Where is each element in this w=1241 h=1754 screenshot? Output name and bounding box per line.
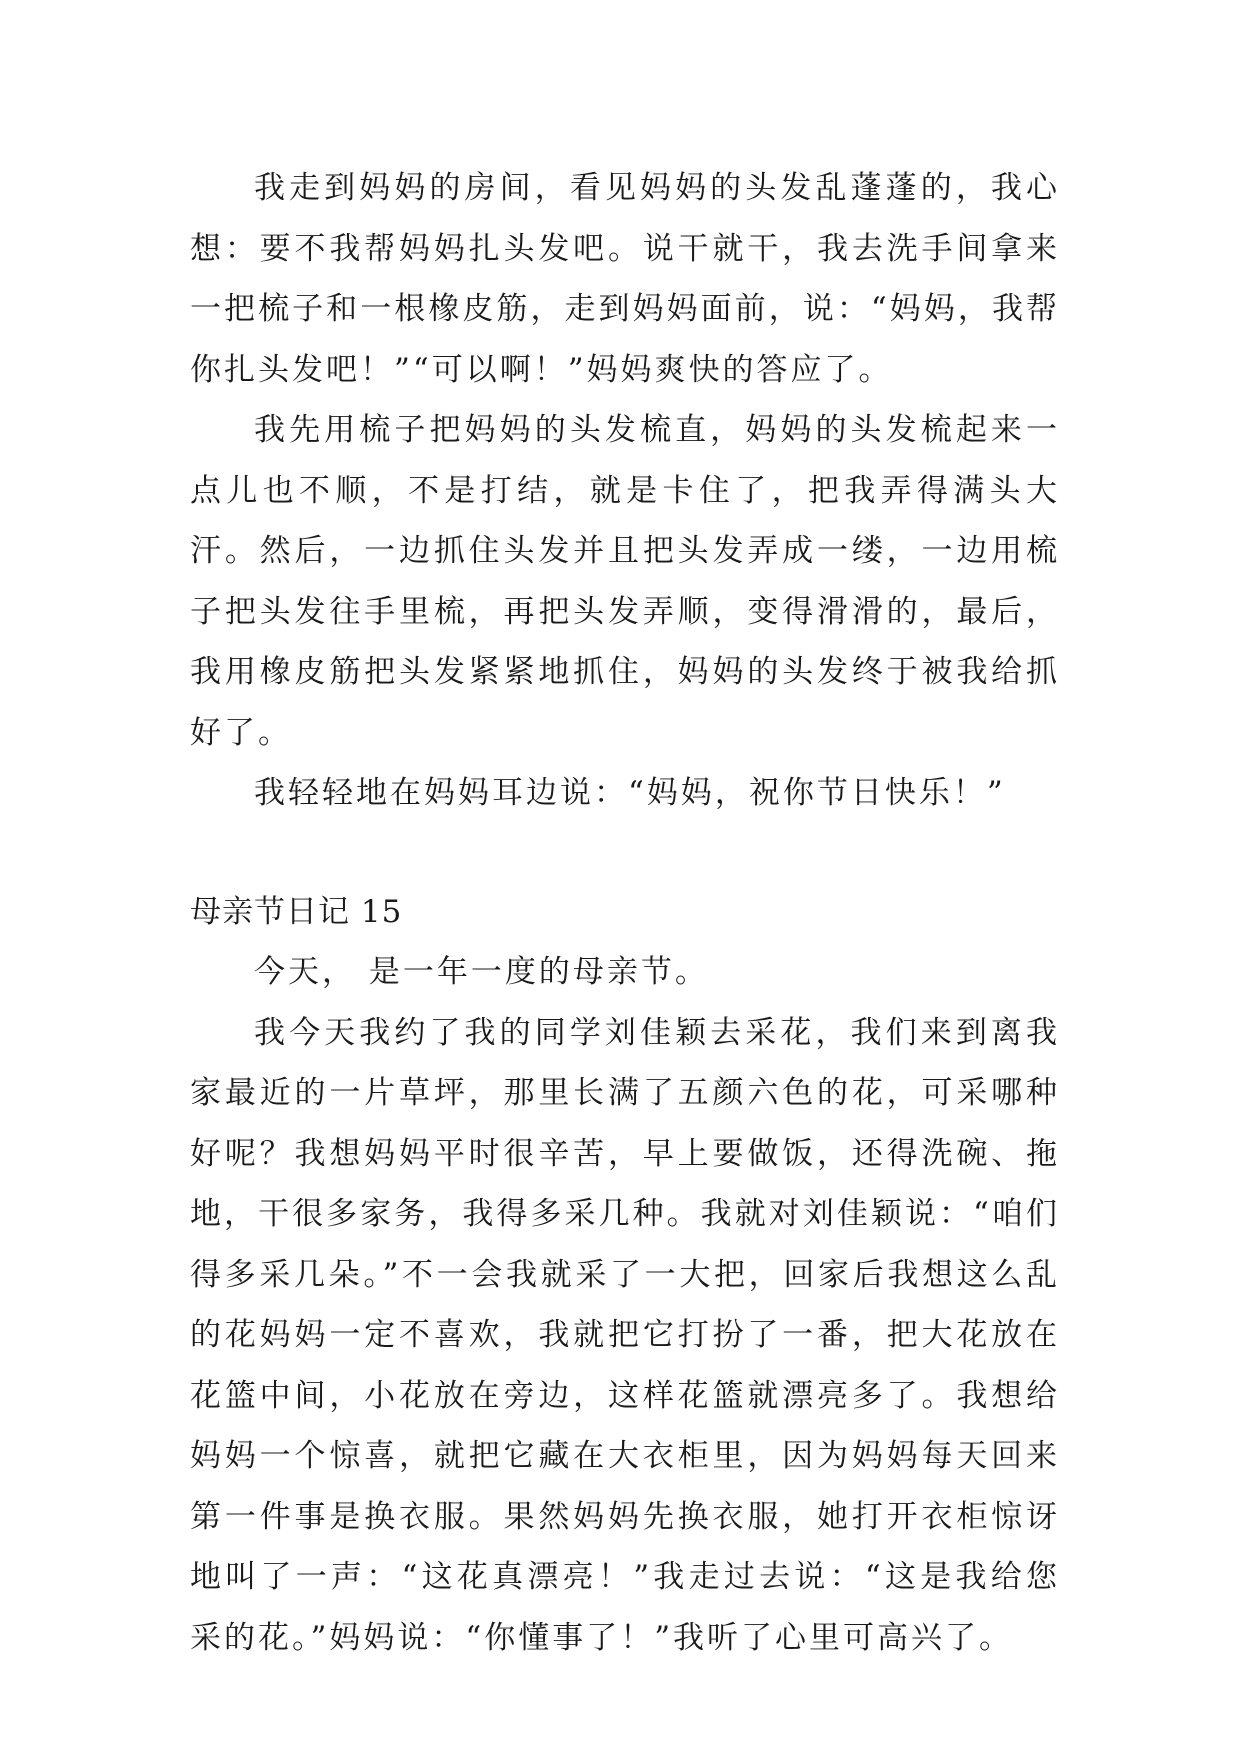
paragraph-flowers-story: 我今天我约了我的同学刘佳颖去采花，我们来到离我家最近的一片草坪，那里长满了五颜六色的花，可采哪种好呢？我想妈妈平时很辛苦，早上要做饭，还得洗碗、拖地，干很多家务，我得多采几种。我就对刘佳颖说：“咱们得多采几朵。”不一会我就采了一大把，回家后我想这么乱的花妈妈一定不喜欢，我就把它打扮了一番，把大花放在花篮中间，小花放在旁边，这样花篮就漂亮多了。我想给妈妈一个惊喜，就把它藏在大衣柜里，因为妈妈每天回来第一件事是换衣服。果然妈妈先换衣服，她打开衣柜惊讶地叫了一声：“这花真漂亮！”我走过去说：“这是我给您采的花。”妈妈说：“你懂事了！”我听了心里可高兴了。: [190, 1014, 1060, 1656]
section-title: 母亲节日记 15: [190, 893, 403, 930]
paragraph-hair-combing: 我先用梳子把妈妈的头发梳直，妈妈的头发梳起来一点儿也不顺，不是打结，就是卡住了，把我弄得满头大汗。然后，一边抓住头发并且把头发弄成一缕，一边用梳子把头发往手里梳，再把头发弄顺，变得滑滑的，最后，我用橡皮筋把头发紧紧地抓住，妈妈的头发终于被我给抓好了。: [190, 412, 1060, 751]
section-spacer: [190, 824, 1060, 882]
paragraph-holiday-wish: 我轻轻地在妈妈耳边说：“妈妈，祝你节日快乐！”: [254, 775, 1006, 811]
document-content: [190, 158, 1060, 1668]
paragraph-today: 今天， 是一年一度的母亲节。: [254, 954, 709, 990]
paragraph-hair-intro: 我走到妈妈的房间，看见妈妈的头发乱蓬蓬的，我心想：要不我帮妈妈扎头发吧。说干就干，我去洗手间拿来一把梳子和一根橡皮筋，走到妈妈面前，说：“妈妈，我帮你扎头发吧！”“可以啊！”妈妈爽快的答应了。: [190, 170, 1060, 388]
